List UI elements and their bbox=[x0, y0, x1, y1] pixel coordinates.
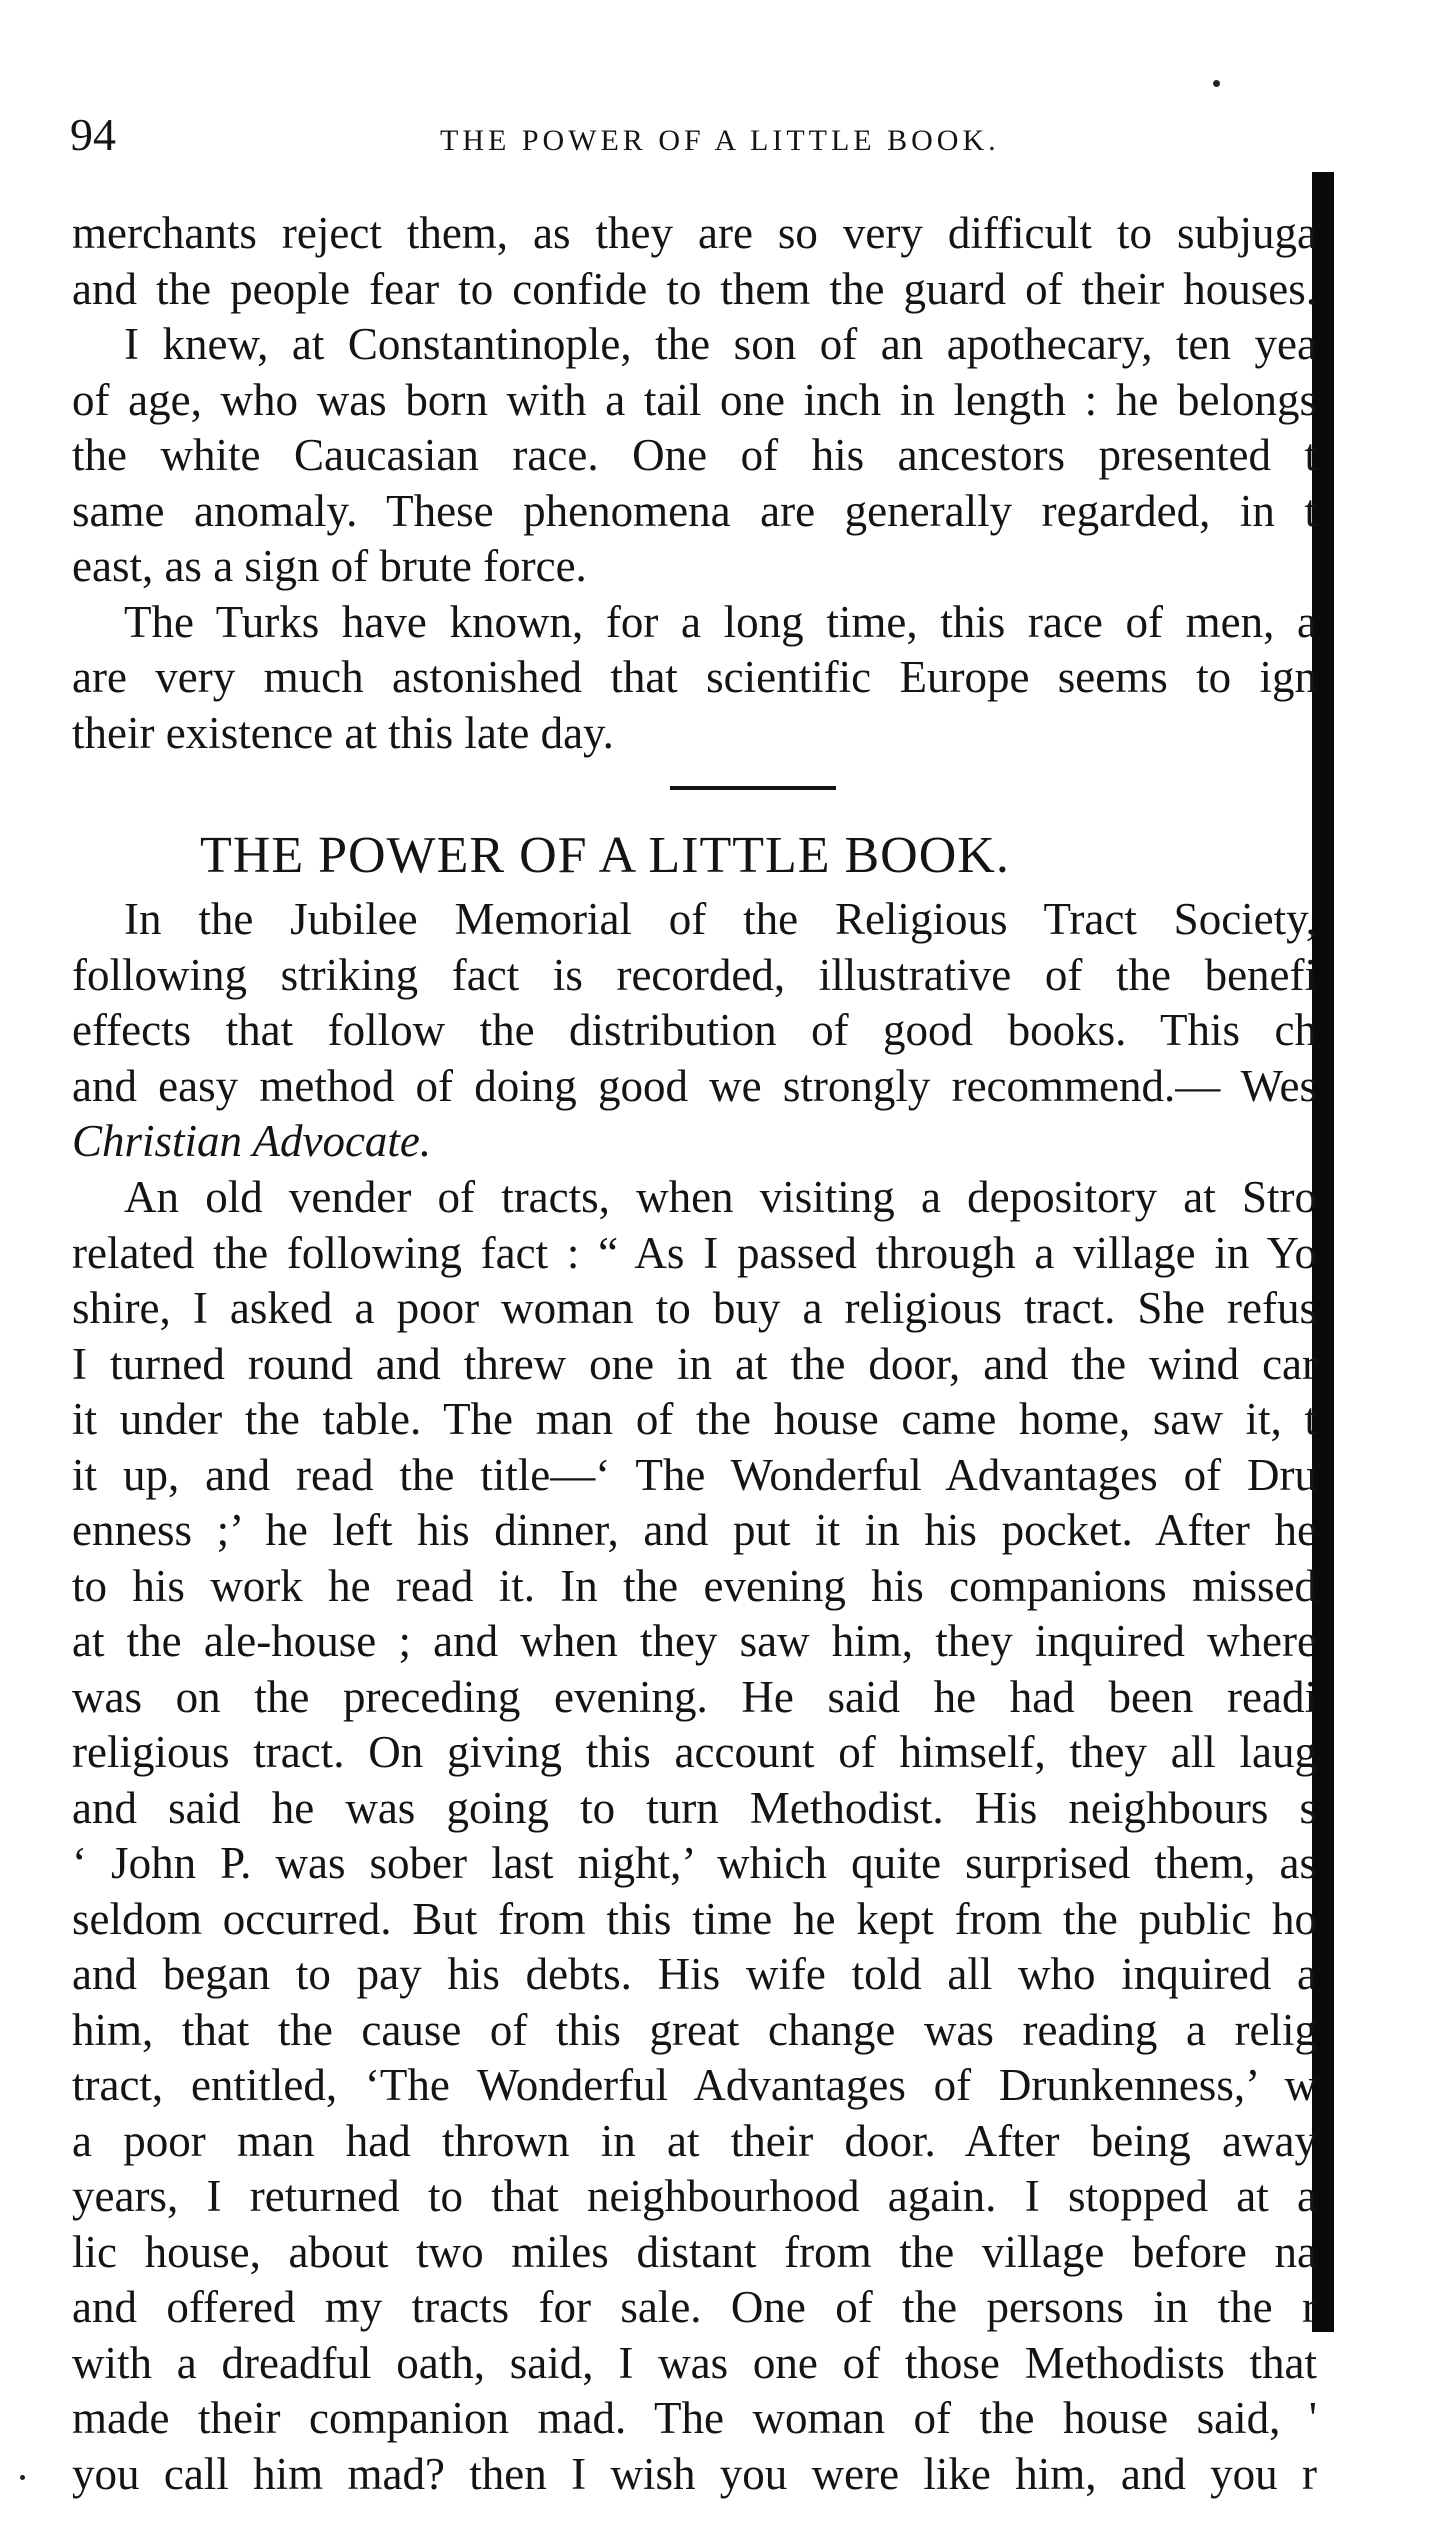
text-line: shire, I asked a poor woman to buy a religious tract. She refus bbox=[72, 1283, 1317, 1333]
text-line: enness ;’ he left his dinner, and put it in his pocket. After he bbox=[72, 1505, 1317, 1555]
text-line: of age, who was born with a tail one inch in length : he belongs bbox=[72, 374, 1317, 425]
text-line: a poor man had thrown in at their door. After being away bbox=[72, 2115, 1317, 2166]
text-line: you call him mad? then I wish you were like him, and you r bbox=[72, 2448, 1317, 2499]
text-line: it under the table. The man of the house came home, saw it, t bbox=[72, 1394, 1317, 1444]
page-number: 94 bbox=[70, 109, 116, 160]
text-line: and offered my tracts for sale. One of the persons in the r bbox=[72, 2282, 1317, 2332]
section-divider bbox=[670, 786, 836, 790]
text-line: the white Caucasian race. One of his ancestors presented t bbox=[72, 430, 1317, 480]
text-line: following striking fact is recorded, illustrative of the benefi bbox=[72, 949, 1317, 1000]
text-line: The Turks have known, for a long time, this race of men, a bbox=[124, 596, 1317, 647]
text-line: him, that the cause of this great change was reading a relig bbox=[72, 2004, 1317, 2055]
text-line: I knew, at Constantinople, the son of an apothecary, ten yea bbox=[124, 319, 1317, 369]
running-head: THE POWER OF A LITTLE BOOK. bbox=[440, 124, 1000, 157]
article-body bbox=[72, 1170, 1317, 2502]
text-line: same anomaly. These phenomena are generally regarded, in t bbox=[72, 485, 1317, 536]
text-line: their existence at this late day. bbox=[72, 707, 614, 758]
article-title: THE POWER OF A LITTLE BOOK. bbox=[200, 827, 1010, 884]
text-line: and the people fear to confide to them the guard of their houses. bbox=[72, 263, 1317, 314]
text-line: made their companion mad. The woman of the house said, ' bbox=[72, 2393, 1317, 2443]
text-line: lic house, about two miles distant from the village before na bbox=[72, 2226, 1317, 2277]
source-attribution: Christian Advocate. bbox=[72, 1116, 432, 1166]
text-line: east, as a sign of brute force. bbox=[72, 541, 587, 591]
text-line: effects that follow the distribution of good books. This ch bbox=[72, 1005, 1317, 1055]
text-line: ‘ John P. was sober last night,’ which quite surprised them, as bbox=[72, 1838, 1317, 1888]
text-line: tract, entitled, ‘The Wonderful Advantages of Drunkenness,’ w bbox=[72, 2060, 1317, 2110]
text-line: I turned round and threw one in at the door, and the wind car bbox=[72, 1338, 1317, 1389]
section-continued-text bbox=[72, 206, 1317, 761]
text-line: are very much astonished that scientific Europe seems to ign bbox=[72, 652, 1317, 702]
text-line: seldom occurred. But from this time he kept from the public ho bbox=[72, 1893, 1317, 1944]
text-line: merchants reject them, as they are so very difficult to subjuga bbox=[72, 208, 1317, 258]
text-line: it up, and read the title—‘ The Wonderful Advantages of Dru bbox=[72, 1449, 1317, 1500]
text-line: related the following fact : “ As I passed through a village in Yo bbox=[72, 1227, 1317, 1278]
text-line: and began to pay his debts. His wife told all who inquired a bbox=[72, 1949, 1317, 1999]
ink-speck bbox=[20, 2475, 25, 2480]
text-line: was on the preceding evening. He said he had been readi bbox=[72, 1671, 1317, 1722]
article-intro bbox=[72, 892, 1317, 1170]
text-line: In the Jubilee Memorial of the Religious Tract Society, bbox=[124, 894, 1317, 944]
text-line: to his work he read it. In the evening his companions missed bbox=[72, 1560, 1317, 1611]
text-line: at the ale-house ; and when they saw him, they inquired where bbox=[72, 1616, 1317, 1666]
text-line: years, I returned to that neighbourhood again. I stopped at a bbox=[72, 2171, 1317, 2221]
ink-speck bbox=[1213, 80, 1220, 87]
text-line: with a dreadful oath, said, I was one of those Methodists that bbox=[72, 2337, 1317, 2388]
text-line: An old vender of tracts, when visiting a depository at Stro bbox=[124, 1172, 1317, 1222]
text-line: and said he was going to turn Methodist. His neighbours s bbox=[72, 1782, 1317, 1833]
text-line: religious tract. On giving this account of himself, they all laug bbox=[72, 1727, 1317, 1777]
text-line: and easy method of doing good we strongly recommend.— Wes bbox=[72, 1060, 1317, 1111]
